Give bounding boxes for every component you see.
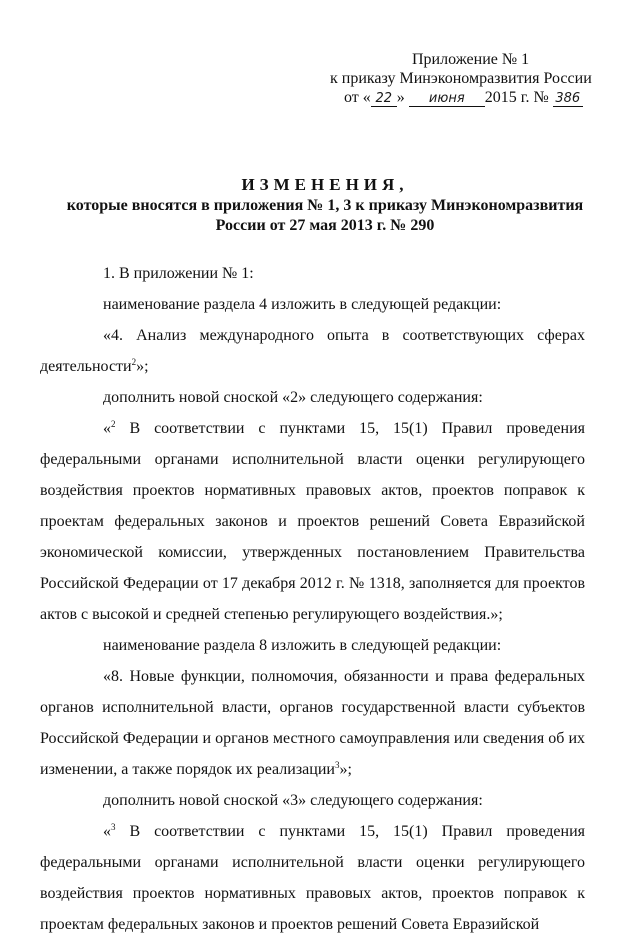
document-title xyxy=(40,175,610,236)
section4-body: «4. Анализ международного опыта в соответствующих сферах деятельности xyxy=(40,327,585,375)
title-main: ИЗМЕНЕНИЯ, xyxy=(241,175,409,194)
section8-text xyxy=(40,661,585,785)
document-body xyxy=(40,258,585,940)
handwritten-day: 22 xyxy=(371,91,397,107)
date-prefix: от « xyxy=(344,89,371,106)
footnote2-open: « xyxy=(103,420,111,437)
appendix-date-line xyxy=(330,88,620,107)
handwritten-number: 386 xyxy=(553,91,583,107)
footnote3-mark: 3 xyxy=(111,822,116,832)
appendix-header xyxy=(330,50,620,107)
footnote2-mark: 2 xyxy=(111,419,116,429)
footnote-ref-3: 3 xyxy=(334,760,340,770)
title-sub-1: которые вносятся в приложения № 1, 3 к приказу Минэкономразвития xyxy=(66,197,584,214)
footnote2-text xyxy=(40,413,585,630)
section8-body: «8. Новые функции, полномочия, обязанности и права федеральных органов исполнительной власти, органов государственной власти субъектов Российской Федерации и органов местного самоуправления или сведения об их изменении, а также порядок их реализации xyxy=(40,668,585,778)
footnote-ref-2: 2 xyxy=(131,357,137,367)
footnote3-text xyxy=(40,816,585,940)
section4-end: »; xyxy=(136,358,149,375)
title-sub-2: России от 27 мая 2013 г. № 290 xyxy=(215,217,435,234)
footnote3-intro: дополнить новой сноской «3» следующего содержания: xyxy=(103,792,483,809)
footnote2-intro: дополнить новой сноской «2» следующего содержания: xyxy=(103,389,483,406)
item-1: 1. В приложении № 1: xyxy=(103,265,254,282)
footnote3-body: В соответствии с пунктами 15, 15(1) Правил проведения федеральными органами исполнительной власти оценки регулирующего воздействия проектов нормативных правовых актов, проектов поправок к проектам федеральных законов и проектов решений Совета Евразийской xyxy=(40,823,585,933)
section4-text xyxy=(40,320,585,382)
footnote3-open: « xyxy=(103,823,111,840)
handwritten-month: июня xyxy=(409,91,485,107)
footnote2-body: В соответствии с пунктами 15, 15(1) Правил проведения федеральными органами исполнительной власти оценки регулирующего воздействия проектов нормативных правовых актов, проектов поправок к проектам федеральных законов и проектов решений Совета Евразийской экономической комиссии, утвержденных постановлением Правительства Российской Федерации от 17 декабря 2012 г. № 1318, заполняется для проектов актов с высокой и средней степенью регулирующего воздействия.»; xyxy=(40,420,585,623)
section8-intro: наименование раздела 8 изложить в следующей редакции: xyxy=(103,637,502,654)
date-mid: » xyxy=(396,89,405,106)
date-year: 2015 г. № xyxy=(484,89,549,106)
section8-end: »; xyxy=(339,761,352,778)
appendix-order-ref: к приказу Минэкономразвития России xyxy=(330,70,592,87)
appendix-title: Приложение № 1 xyxy=(412,51,530,68)
section4-intro: наименование раздела 4 изложить в следующей редакции: xyxy=(103,296,502,313)
